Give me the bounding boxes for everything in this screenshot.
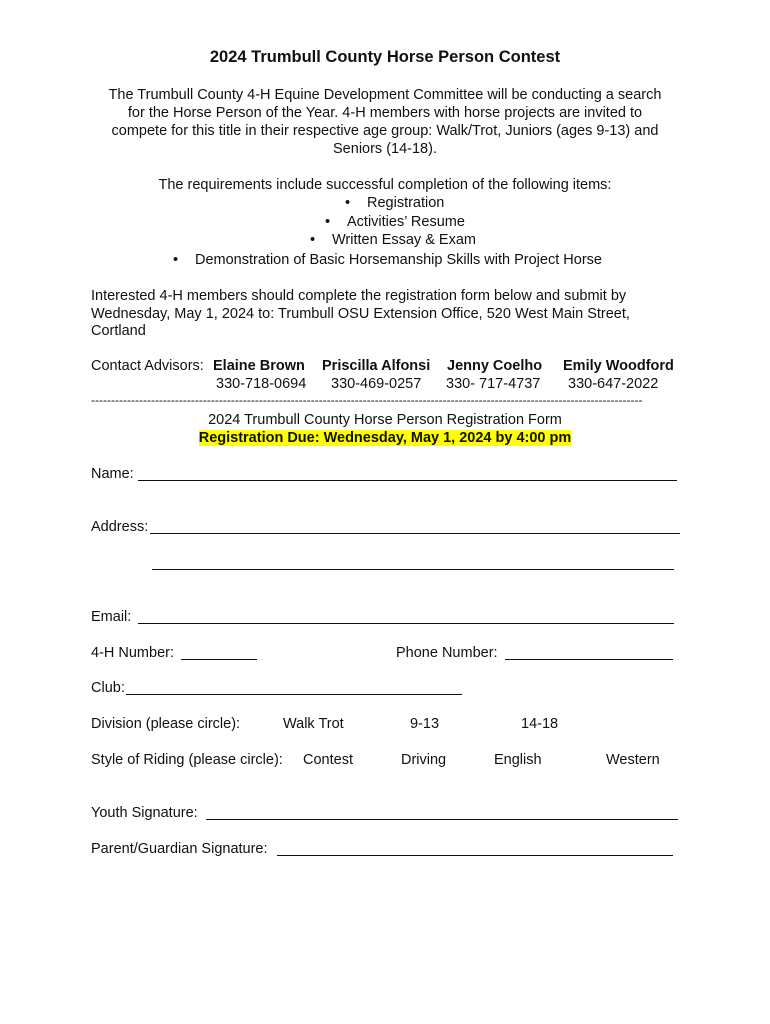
division-label: Division (please circle): <box>91 716 241 732</box>
club-label: Club: <box>91 680 125 696</box>
contact-label: Contact Advisors: <box>91 358 204 374</box>
due-date-highlight: Registration Due: Wednesday, May 1, 2024 by 4:00 pm <box>198 430 572 446</box>
advisor-name: Jenny Coelho <box>447 358 543 374</box>
requirement-item: • Activities’ Resume <box>325 214 465 230</box>
advisor-name: Elaine Brown <box>213 358 305 374</box>
form-title: 2024 Trumbull County Horse Person Registration Form <box>208 412 562 428</box>
youth-signature-label: Youth Signature: <box>91 805 198 821</box>
email-field[interactable] <box>138 623 674 624</box>
requirements-intro: The requirements include successful completion of the following items: <box>158 177 612 193</box>
email-label: Email: <box>91 609 132 625</box>
address-label: Address: <box>91 519 149 535</box>
style-option-western[interactable]: Western <box>606 752 660 768</box>
division-option-walk-trot[interactable]: Walk Trot <box>283 716 344 732</box>
h4-number-label: 4-H Number: <box>91 645 174 661</box>
address-field[interactable] <box>150 533 680 534</box>
style-label: Style of Riding (please circle): <box>91 752 283 768</box>
style-option-driving[interactable]: Driving <box>401 752 447 768</box>
h4-number-field[interactable] <box>181 659 257 660</box>
intro-line-4: Seniors (14-18). <box>333 141 437 157</box>
advisor-phone: 330- 717-4737 <box>446 376 541 392</box>
parent-signature-field[interactable] <box>277 855 673 856</box>
submit-line-2: Wednesday, May 1, 2024 to: Trumbull OSU Extension Office, 520 West Main Street, <box>91 306 630 322</box>
advisor-name: Emily Woodford <box>563 358 674 374</box>
division-option-seniors[interactable]: 14-18 <box>521 716 559 732</box>
youth-signature-field[interactable] <box>206 819 678 820</box>
requirement-item: • Written Essay & Exam <box>310 232 476 248</box>
name-label: Name: <box>91 466 134 482</box>
division-option-juniors[interactable]: 9-13 <box>410 716 440 732</box>
requirement-item: • Registration <box>345 195 444 211</box>
parent-signature-label: Parent/Guardian Signature: <box>91 841 268 857</box>
style-option-contest[interactable]: Contest <box>303 752 353 768</box>
form-due-date <box>0 430 770 446</box>
name-field[interactable] <box>138 480 677 481</box>
phone-label: Phone Number: <box>396 645 498 661</box>
submit-line-3: Cortland <box>91 323 146 339</box>
advisor-name: Priscilla Alfonsi <box>322 358 431 374</box>
style-option-english[interactable]: English <box>494 752 542 768</box>
advisor-phone: 330-469-0257 <box>331 376 422 392</box>
intro-line-1: The Trumbull County 4-H Equine Development Committee will be conducting a search <box>108 87 662 103</box>
intro-line-2: for the Horse Person of the Year. 4-H members with horse projects are invited to <box>127 105 643 121</box>
address-field-line-2[interactable] <box>152 569 674 570</box>
advisor-phone: 330-718-0694 <box>216 376 307 392</box>
club-field[interactable] <box>126 694 462 695</box>
submit-line-1: Interested 4-H members should complete the registration form below and submit by <box>91 288 627 304</box>
divider: ------------------------------------------------------------------------------------------------------------------------------------------ <box>91 396 643 404</box>
advisor-phone: 330-647-2022 <box>568 376 659 392</box>
page-title: 2024 Trumbull County Horse Person Contest <box>209 48 561 66</box>
intro-line-3: compete for this title in their respective age group: Walk/Trot, Juniors (ages 9-13) and <box>111 123 659 139</box>
phone-field[interactable] <box>505 659 673 660</box>
requirement-item: • Demonstration of Basic Horsemanship Skills with Project Horse <box>173 252 602 268</box>
